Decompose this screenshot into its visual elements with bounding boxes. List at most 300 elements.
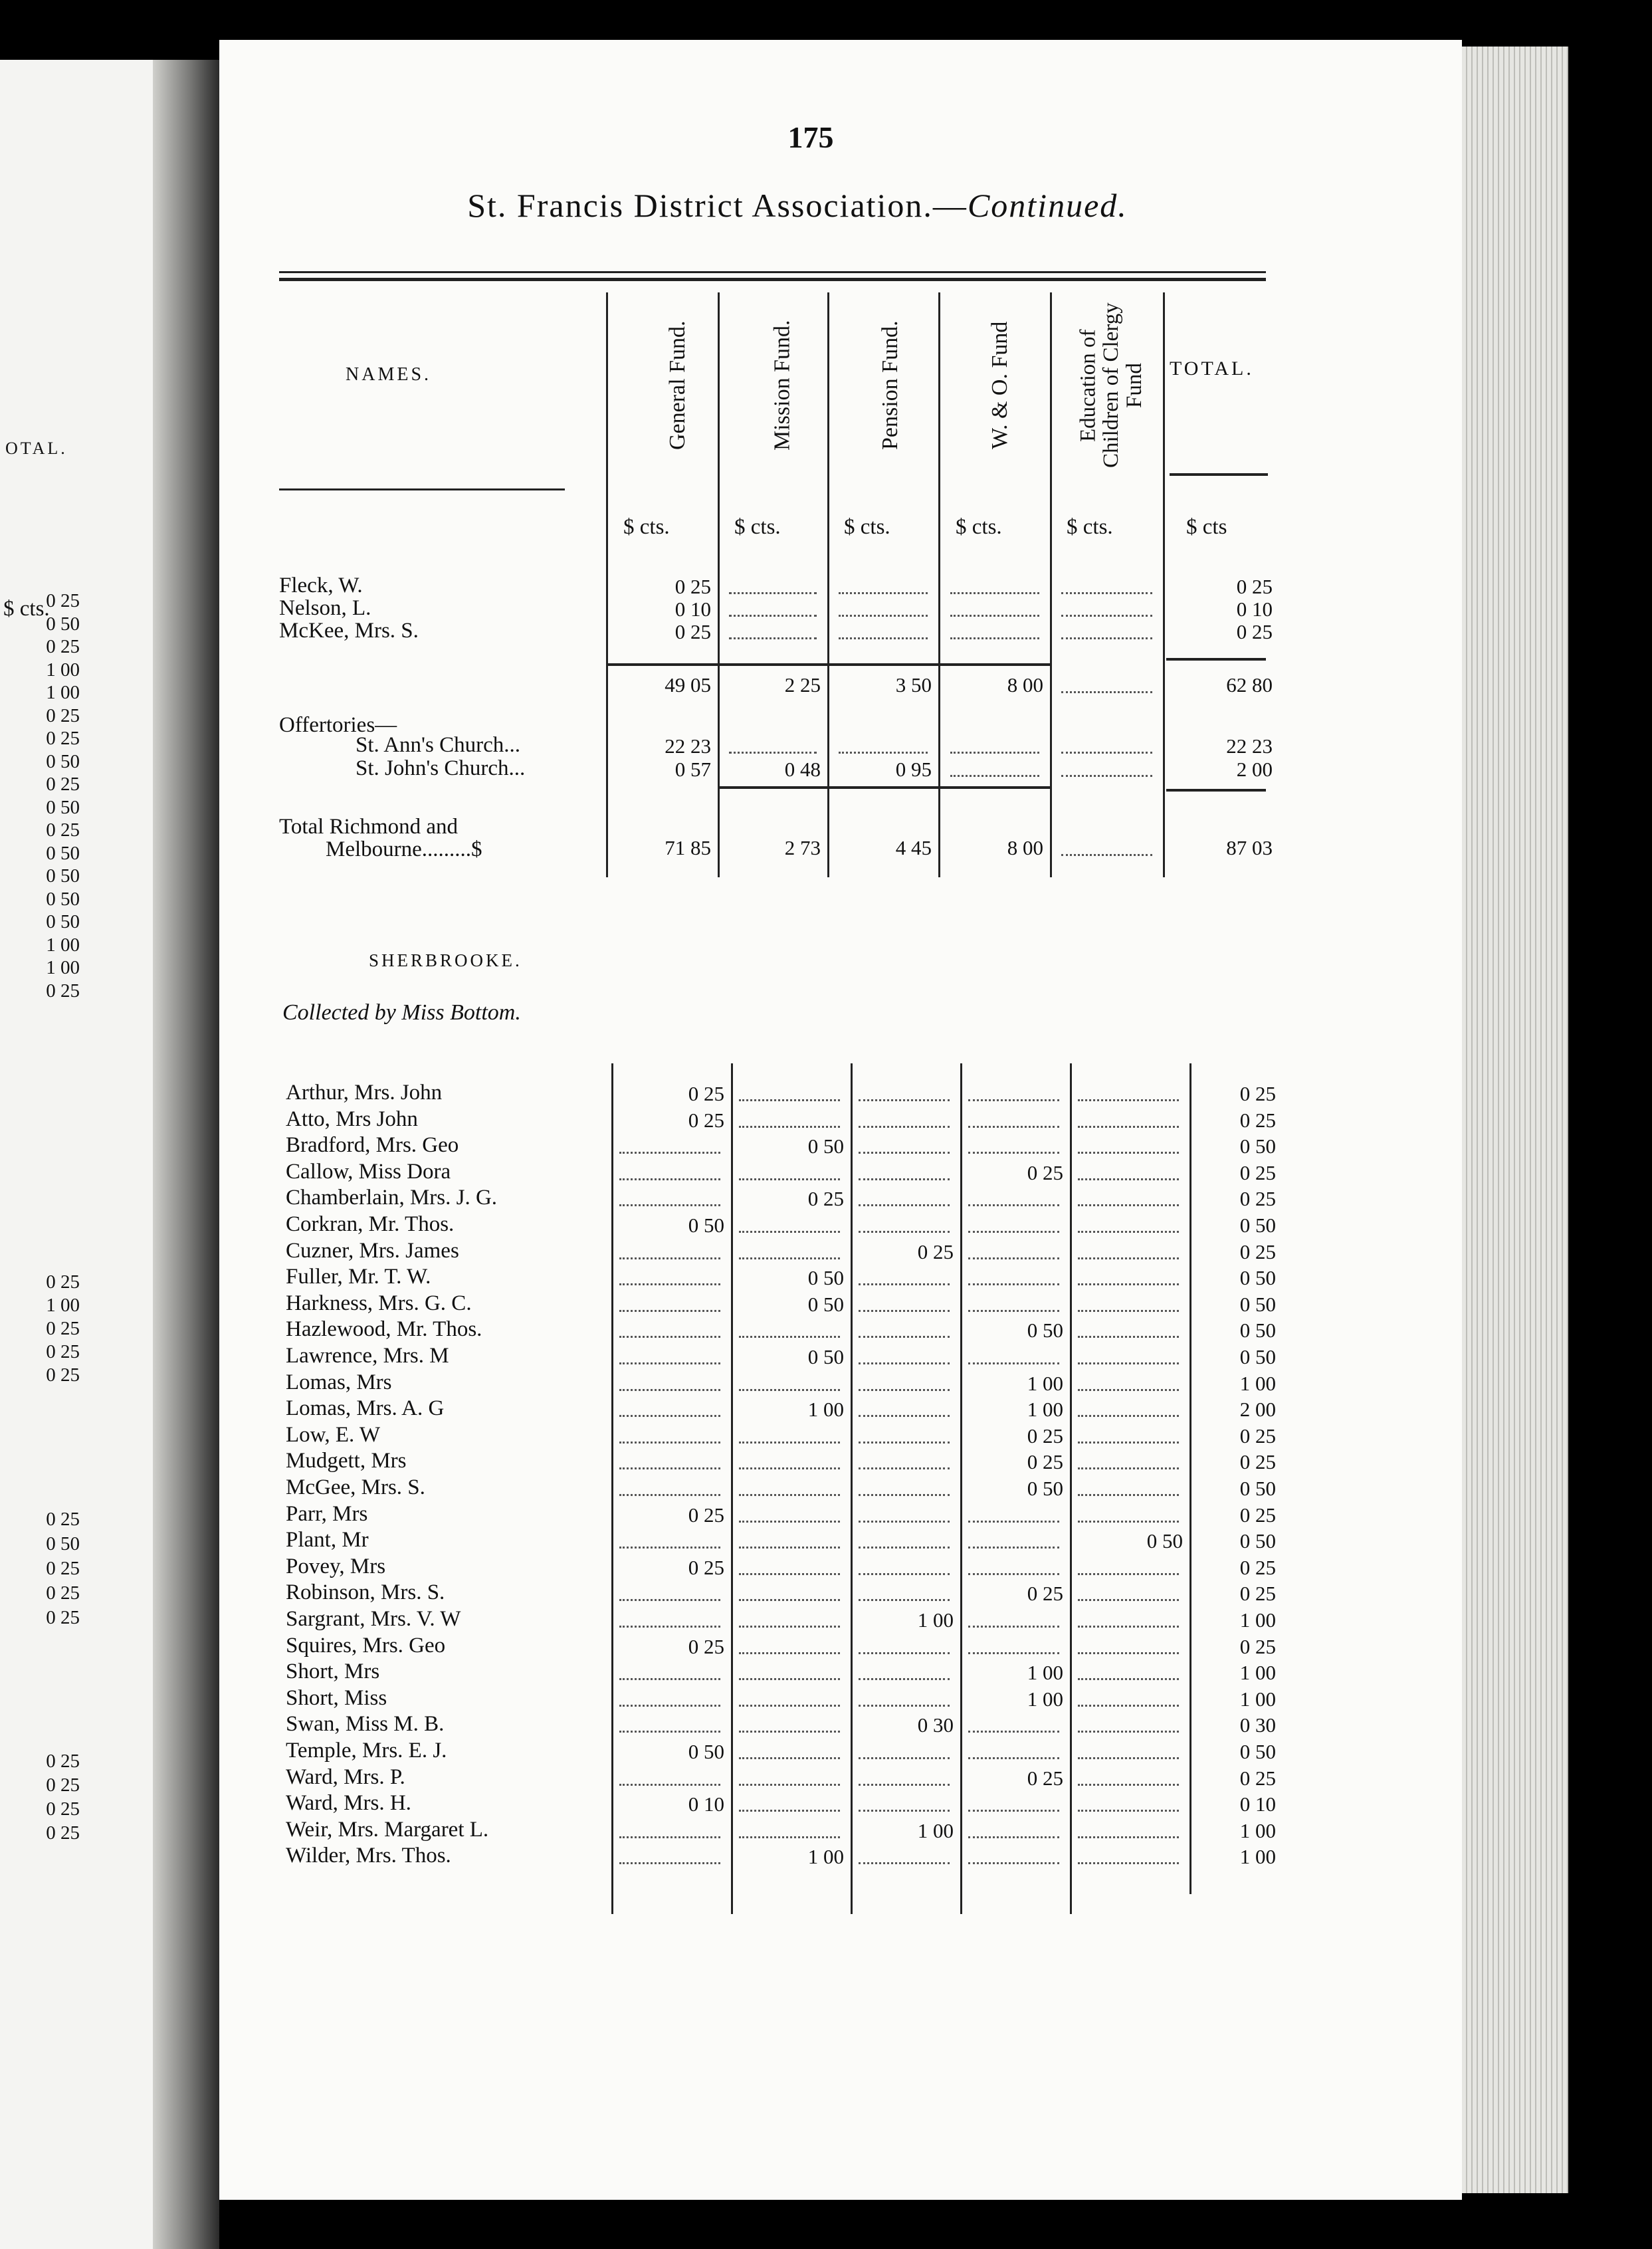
row-leader — [859, 1442, 950, 1444]
row-leader — [859, 1573, 950, 1575]
row-total: 1 00 — [1239, 1845, 1276, 1869]
row-name: Ward, Mrs. P. — [286, 1765, 405, 1789]
row-leader — [739, 1126, 840, 1128]
row-name: Bradford, Mrs. Geo — [286, 1133, 459, 1158]
row-total: 0 50 — [1239, 1266, 1276, 1290]
header-rule-names — [279, 488, 565, 490]
row-leader — [1078, 1099, 1179, 1101]
row-leader — [859, 1652, 950, 1654]
row-leader — [729, 592, 817, 594]
column-head-1: General Fund. — [665, 320, 690, 451]
collector-line: Collected by Miss Bottom. — [282, 1000, 521, 1025]
row-cell: 22 23 — [665, 734, 711, 758]
grand-name-2: Melbourne.........$ — [326, 837, 482, 861]
row-cell: 1 00 — [807, 1398, 844, 1422]
row-leader — [1078, 1389, 1179, 1391]
row-name: Lomas, Mrs. A. G — [286, 1396, 445, 1421]
row-leader — [1078, 1573, 1179, 1575]
left-page-value: 0 50 — [46, 911, 80, 932]
row-name: St. Ann's Church... — [356, 733, 520, 757]
row-leader — [1078, 1178, 1179, 1180]
row-name: Plant, Mr — [286, 1528, 369, 1553]
row-leader — [859, 1547, 950, 1549]
row-cell: 0 50 — [807, 1134, 844, 1158]
left-page-value: 0 25 — [46, 704, 80, 726]
page-number: 175 — [787, 120, 834, 154]
row-leader — [859, 1231, 950, 1233]
row-cell: 0 25 — [1027, 1450, 1063, 1474]
left-page-value: 0 25 — [46, 1582, 80, 1604]
title-continued: Continued. — [967, 187, 1128, 224]
row-name: Short, Miss — [286, 1685, 387, 1710]
row-leader — [1078, 1415, 1179, 1417]
row-cell: 1 00 — [1027, 1398, 1063, 1422]
row-total: 0 50 — [1239, 1319, 1276, 1342]
column-rule-upper — [1050, 292, 1052, 877]
left-page-fragment — [0, 60, 153, 2249]
row-leader — [619, 1494, 720, 1496]
grand-cell: 71 85 — [665, 836, 711, 859]
row-leader — [739, 1705, 840, 1707]
row-leader — [739, 1336, 840, 1338]
row-total: 0 25 — [1239, 1582, 1276, 1606]
row-name: Squires, Mrs. Geo — [286, 1633, 446, 1658]
row-leader — [1078, 1310, 1179, 1312]
left-page-value: 0 25 — [46, 774, 80, 795]
row-leader — [1078, 1862, 1179, 1864]
row-leader — [619, 1178, 720, 1180]
column-rule-lower — [1189, 1063, 1191, 1894]
row-leader — [1078, 1757, 1179, 1759]
row-leader — [859, 1467, 950, 1469]
row-leader — [968, 1310, 1059, 1312]
row-total: 0 25 — [1239, 1634, 1276, 1658]
row-leader — [859, 1784, 950, 1786]
row-name: Sargrant, Mrs. V. W — [286, 1607, 461, 1631]
row-leader — [859, 1678, 950, 1680]
row-total: 0 25 — [1239, 1108, 1276, 1132]
row-cell: 0 25 — [674, 575, 711, 598]
row-total: 0 25 — [1239, 1424, 1276, 1447]
row-leader — [859, 1599, 950, 1601]
row-cell: 0 50 — [807, 1345, 844, 1368]
section-heading: SHERBROOKE. — [369, 950, 522, 970]
column-rule-lower — [960, 1063, 962, 1914]
row-leader — [739, 1599, 840, 1601]
row-leader — [619, 1705, 720, 1707]
row-cell: 0 25 — [674, 620, 711, 643]
row-leader — [619, 1336, 720, 1338]
row-leader — [739, 1678, 840, 1680]
units-2: $ cts. — [734, 515, 781, 539]
column-rule-upper — [718, 292, 720, 877]
row-name: Weir, Mrs. Margaret L. — [286, 1817, 489, 1842]
row-leader — [619, 1678, 720, 1680]
row-leader — [739, 1626, 840, 1628]
subtotal-cell: 2 25 — [784, 673, 821, 696]
row-leader — [859, 1178, 950, 1180]
row-leader — [859, 1757, 950, 1759]
row-leader — [739, 1784, 840, 1786]
row-leader — [619, 1599, 720, 1601]
row-name: Temple, Mrs. E. J. — [286, 1739, 447, 1763]
title-rule-top — [279, 271, 1266, 273]
left-page-value: 0 50 — [46, 750, 80, 772]
left-page-value: 0 50 — [46, 888, 80, 910]
row-leader — [739, 1389, 840, 1391]
row-name: Robinson, Mrs. S. — [286, 1580, 445, 1605]
row-leader — [839, 592, 928, 594]
row-leader — [1061, 775, 1152, 777]
row-total: 0 25 — [1239, 1160, 1276, 1184]
left-page-value: 0 25 — [46, 1271, 80, 1293]
row-cell: 0 95 — [895, 758, 932, 781]
column-rule-lower — [1070, 1063, 1072, 1914]
row-leader — [968, 1283, 1059, 1285]
row-cell: 0 25 — [807, 1187, 844, 1211]
row-cell: 0 10 — [674, 597, 711, 621]
row-leader — [1061, 615, 1152, 617]
row-leader — [1078, 1204, 1179, 1206]
row-leader — [1078, 1494, 1179, 1496]
row-leader — [1078, 1126, 1179, 1128]
row-cell: 0 25 — [1027, 1424, 1063, 1447]
row-leader — [859, 1494, 950, 1496]
row-cell: 0 25 — [688, 1555, 724, 1579]
left-page-value: 0 25 — [46, 819, 80, 841]
row-leader — [1078, 1705, 1179, 1707]
subtotal-total: 62 80 — [1226, 673, 1273, 696]
left-page-value: 0 25 — [46, 1558, 80, 1579]
column-head-3: Pension Fund. — [878, 320, 903, 451]
row-leader — [1061, 637, 1152, 639]
row-total: 0 25 — [1239, 1450, 1276, 1474]
row-leader — [1061, 854, 1152, 856]
subtotal-rule — [606, 663, 1051, 666]
row-total: 1 00 — [1239, 1687, 1276, 1711]
left-page-value: 1 00 — [46, 957, 80, 978]
row-leader — [950, 615, 1039, 617]
row-name: Swan, Miss M. B. — [286, 1712, 445, 1737]
row-cell: 0 50 — [1146, 1529, 1183, 1553]
row-leader — [619, 1362, 720, 1364]
row-leader — [1078, 1599, 1179, 1601]
row-leader — [1078, 1442, 1179, 1444]
row-leader — [859, 1310, 950, 1312]
column-rule-upper — [1163, 292, 1165, 877]
page-title — [279, 186, 1316, 225]
row-leader — [839, 615, 928, 617]
units-6: $ cts — [1186, 515, 1227, 539]
row-leader — [859, 1521, 950, 1523]
left-page-value: 0 50 — [46, 796, 80, 818]
row-cell: 0 50 — [807, 1292, 844, 1316]
row-name: Harkness, Mrs. G. C. — [286, 1291, 472, 1315]
row-leader — [619, 1862, 720, 1864]
row-leader — [1078, 1362, 1179, 1364]
row-name: McKee, Mrs. S. — [279, 619, 419, 643]
row-leader — [619, 1257, 720, 1259]
row-total: 1 00 — [1239, 1661, 1276, 1685]
row-leader — [859, 1283, 950, 1285]
row-leader — [739, 1521, 840, 1523]
row-leader — [619, 1731, 720, 1733]
row-name: Callow, Miss Dora — [286, 1159, 451, 1184]
row-leader — [619, 1310, 720, 1312]
row-cell: 0 57 — [674, 758, 711, 781]
row-leader — [619, 1389, 720, 1391]
row-leader — [1061, 592, 1152, 594]
row-total: 2 00 — [1236, 758, 1273, 781]
row-total: 1 00 — [1239, 1818, 1276, 1842]
row-cell: 0 50 — [688, 1214, 724, 1237]
row-name: Parr, Mrs — [286, 1501, 368, 1526]
row-total: 0 25 — [1239, 1187, 1276, 1211]
row-cell: 0 25 — [1027, 1582, 1063, 1606]
row-cell: 1 00 — [1027, 1661, 1063, 1685]
grand-total: 87 03 — [1226, 836, 1273, 859]
row-leader — [1078, 1283, 1179, 1285]
grand-name-1: Total Richmond and — [279, 815, 458, 839]
row-cell: 0 30 — [917, 1713, 954, 1737]
left-page-value: 0 25 — [46, 1822, 80, 1844]
row-leader — [968, 1810, 1059, 1812]
left-page-value: 0 50 — [46, 842, 80, 864]
row-leader — [1061, 752, 1152, 754]
row-total: 0 50 — [1239, 1529, 1276, 1553]
row-total: 0 50 — [1239, 1214, 1276, 1237]
grand-cell: 4 45 — [895, 836, 932, 859]
row-leader — [739, 1573, 840, 1575]
row-leader — [859, 1126, 950, 1128]
left-page-value: 0 50 — [46, 1533, 80, 1554]
row-total: 0 10 — [1236, 597, 1273, 621]
row-name: Corkran, Mr. Thos. — [286, 1212, 455, 1236]
row-leader — [859, 1336, 950, 1338]
row-name: Short, Mrs — [286, 1660, 380, 1684]
left-page-value: 0 25 — [46, 590, 80, 611]
row-leader — [1078, 1678, 1179, 1680]
row-leader — [1061, 691, 1152, 693]
row-total: 2 00 — [1239, 1398, 1276, 1422]
row-leader — [739, 1810, 840, 1812]
left-page-value: 0 25 — [46, 980, 80, 1002]
row-leader — [739, 1467, 840, 1469]
row-name: Low, E. W — [286, 1422, 381, 1447]
row-leader — [729, 615, 817, 617]
row-leader — [729, 637, 817, 639]
row-total: 1 00 — [1239, 1608, 1276, 1632]
row-leader — [739, 1547, 840, 1549]
row-leader — [739, 1836, 840, 1838]
row-leader — [968, 1099, 1059, 1101]
subtotal-cell: 8 00 — [1007, 673, 1043, 696]
row-cell: 1 00 — [1027, 1371, 1063, 1395]
column-rule-upper — [606, 292, 608, 877]
row-leader — [968, 1862, 1059, 1864]
column-rule-upper — [827, 292, 829, 877]
row-cell: 0 10 — [688, 1792, 724, 1816]
row-leader — [739, 1442, 840, 1444]
column-head-2: Mission Fund. — [770, 320, 795, 451]
row-leader — [859, 1810, 950, 1812]
row-name: Ward, Mrs. H. — [286, 1791, 411, 1816]
row-name: Fleck, W. — [279, 574, 363, 597]
row-leader — [619, 1204, 720, 1206]
row-name: Atto, Mrs John — [286, 1107, 418, 1131]
row-name: Lomas, Mrs — [286, 1370, 392, 1394]
row-cell: 0 25 — [688, 1108, 724, 1132]
row-leader — [859, 1099, 950, 1101]
row-leader — [968, 1126, 1059, 1128]
row-leader — [729, 752, 817, 754]
row-cell: 0 50 — [1027, 1477, 1063, 1500]
row-name: McGee, Mrs. S. — [286, 1475, 425, 1499]
row-total: 0 50 — [1239, 1134, 1276, 1158]
left-page-value: 0 50 — [46, 613, 80, 635]
row-total: 0 30 — [1239, 1713, 1276, 1737]
row-cell: 1 00 — [807, 1845, 844, 1869]
grand-cell: 8 00 — [1007, 836, 1043, 859]
row-leader — [619, 1547, 720, 1549]
row-leader — [739, 1652, 840, 1654]
row-leader — [859, 1862, 950, 1864]
row-name: Chamberlain, Mrs. J. G. — [286, 1186, 498, 1210]
row-leader — [619, 1467, 720, 1469]
row-cell: 0 25 — [1027, 1160, 1063, 1184]
row-leader — [859, 1705, 950, 1707]
units-5: $ cts. — [1067, 515, 1113, 539]
row-leader — [1078, 1467, 1179, 1469]
row-name: Nelson, L. — [279, 596, 371, 620]
header-rule-total — [1170, 473, 1268, 476]
row-leader — [1078, 1257, 1179, 1259]
units-3: $ cts. — [844, 515, 890, 539]
row-cell: 0 25 — [1027, 1766, 1063, 1790]
row-leader — [968, 1573, 1059, 1575]
row-leader — [1078, 1521, 1179, 1523]
row-cell: 0 50 — [688, 1740, 724, 1763]
row-leader — [739, 1257, 840, 1259]
units-4: $ cts. — [956, 515, 1002, 539]
row-leader — [968, 1626, 1059, 1628]
left-page-units: $ cts. — [3, 597, 50, 621]
row-total: 0 25 — [1239, 1555, 1276, 1579]
row-cell: 0 48 — [784, 758, 821, 781]
row-leader — [1078, 1652, 1179, 1654]
row-leader — [859, 1204, 950, 1206]
row-leader — [739, 1731, 840, 1733]
column-head-4: W. & O. Fund — [987, 321, 1013, 450]
row-cell: 0 25 — [917, 1239, 954, 1263]
row-leader — [950, 775, 1039, 777]
row-total: 0 25 — [1239, 1239, 1276, 1263]
row-name: Cuzner, Mrs. James — [286, 1238, 459, 1263]
offertories-rule-total — [1166, 789, 1266, 792]
left-page-value: 0 25 — [46, 1774, 80, 1796]
row-total: 0 50 — [1239, 1740, 1276, 1763]
row-leader — [1078, 1152, 1179, 1154]
row-leader — [950, 752, 1039, 754]
row-cell: 0 50 — [1027, 1319, 1063, 1342]
row-total: 0 50 — [1239, 1292, 1276, 1316]
row-leader — [739, 1178, 840, 1180]
left-page-value: 0 25 — [46, 1509, 80, 1530]
row-leader — [968, 1731, 1059, 1733]
row-leader — [619, 1152, 720, 1154]
row-leader — [968, 1547, 1059, 1549]
row-name: Fuller, Mr. T. W. — [286, 1265, 431, 1289]
row-leader — [839, 752, 928, 754]
row-leader — [619, 1283, 720, 1285]
row-leader — [619, 1784, 720, 1786]
offertories-rule — [718, 786, 1050, 789]
row-name: St. John's Church... — [356, 756, 526, 780]
grand-cell: 2 73 — [784, 836, 821, 859]
row-name: Lawrence, Mrs. M — [286, 1344, 449, 1368]
names-column-head: NAMES. — [346, 364, 432, 385]
row-total: 0 25 — [1239, 1082, 1276, 1105]
row-leader — [968, 1204, 1059, 1206]
subtotal-rule-total — [1166, 658, 1266, 661]
row-leader — [619, 1836, 720, 1838]
row-cell: 0 50 — [807, 1266, 844, 1290]
row-leader — [950, 637, 1039, 639]
title-rule-bottom — [279, 278, 1266, 281]
left-page-value: 1 00 — [46, 934, 80, 956]
row-leader — [859, 1152, 950, 1154]
row-total: 0 25 — [1236, 575, 1273, 598]
total-column-head: TOTAL. — [1170, 358, 1254, 379]
left-page-value: 0 25 — [46, 1751, 80, 1772]
row-cell: 1 00 — [917, 1608, 954, 1632]
row-leader — [968, 1757, 1059, 1759]
row-leader — [1078, 1626, 1179, 1628]
row-leader — [968, 1231, 1059, 1233]
left-page-value: 1 00 — [46, 659, 80, 681]
units-1: $ cts. — [623, 515, 670, 539]
column-rule-upper — [938, 292, 940, 877]
row-leader — [859, 1415, 950, 1417]
row-total: 22 23 — [1226, 734, 1273, 758]
subtotal-cell: 3 50 — [895, 673, 932, 696]
row-leader — [739, 1494, 840, 1496]
row-total: 0 25 — [1236, 620, 1273, 643]
row-leader — [739, 1231, 840, 1233]
row-leader — [839, 637, 928, 639]
column-rule-lower — [731, 1063, 733, 1914]
left-page-value: 1 00 — [46, 682, 80, 703]
row-cell: 1 00 — [917, 1818, 954, 1842]
left-page-value: 0 50 — [46, 865, 80, 887]
row-cell: 1 00 — [1027, 1687, 1063, 1711]
row-name: Arthur, Mrs. John — [286, 1081, 443, 1105]
row-cell: 0 25 — [688, 1503, 724, 1527]
row-cell: 0 25 — [688, 1082, 724, 1105]
row-leader — [619, 1442, 720, 1444]
row-leader — [739, 1099, 840, 1101]
row-leader — [1078, 1731, 1179, 1733]
title-main: St. Francis District Association.— — [467, 187, 968, 224]
page-edges — [1462, 47, 1568, 2193]
row-leader — [1078, 1336, 1179, 1338]
left-page-value: 0 25 — [46, 728, 80, 749]
left-page-value: 0 25 — [46, 1364, 80, 1386]
left-page-value: 0 25 — [46, 636, 80, 657]
row-total: 0 10 — [1239, 1792, 1276, 1816]
row-name: Wilder, Mrs. Thos. — [286, 1844, 451, 1868]
column-rule-lower — [611, 1063, 613, 1914]
